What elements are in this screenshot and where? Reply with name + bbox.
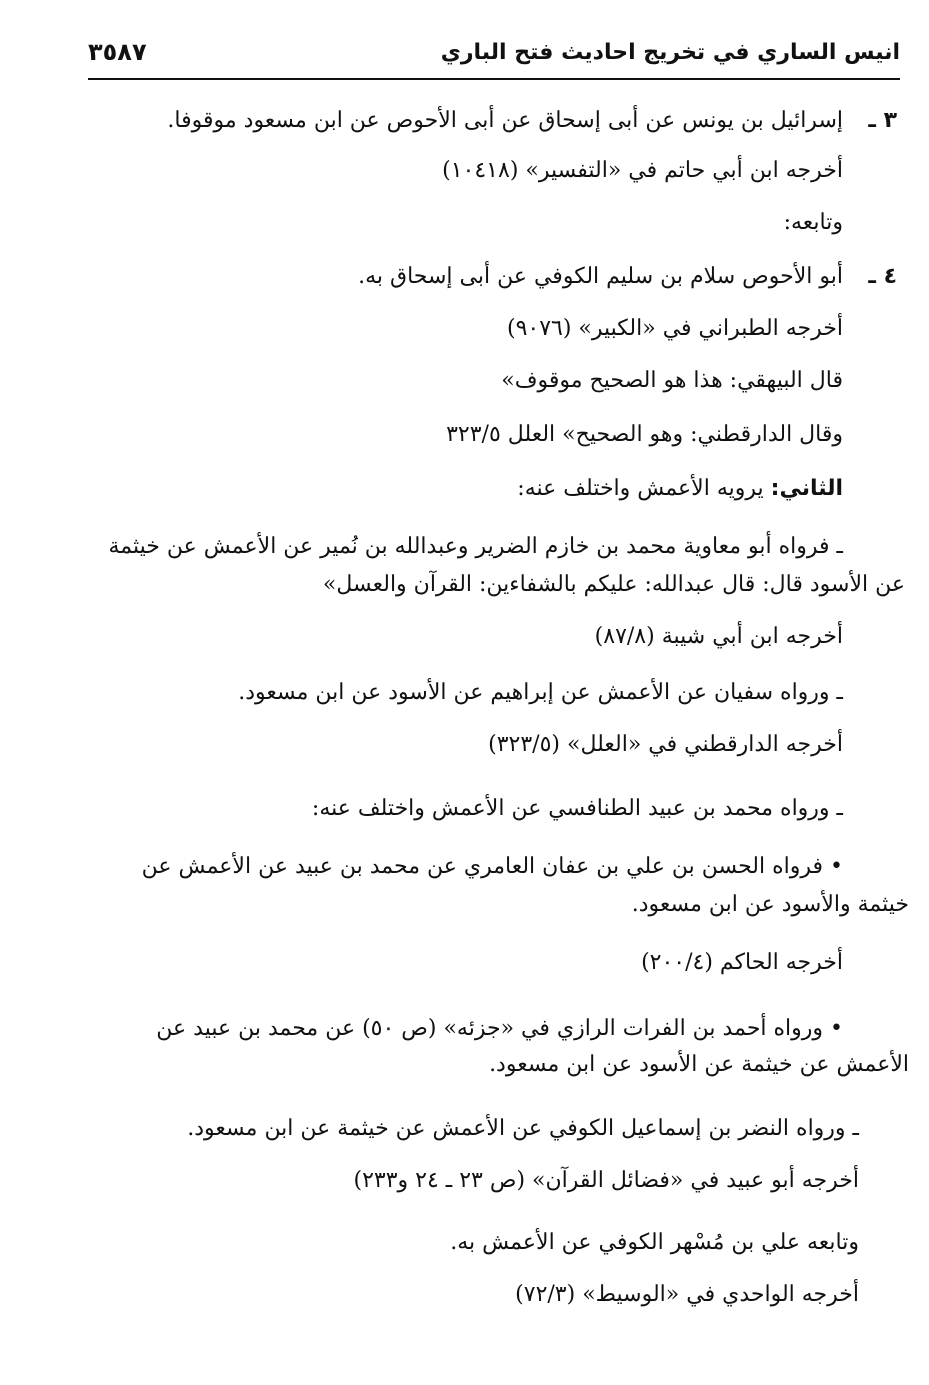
wahidi-takhrij: أخرجه الواحدي في «الوسيط» (٧٢/٣) xyxy=(515,1282,859,1307)
abu-muawiya-line-1: ـ فرواه أبو معاوية محمد بن خازم الضرير وعبدالله بن نُمير عن الأعمش عن خيثمة xyxy=(108,534,843,559)
second-path xyxy=(517,474,843,504)
item-4-takhrij: أخرجه الطبراني في «الكبير» (٩٠٧٦) xyxy=(506,316,843,341)
tanafisi-narration: ـ ورواه محمد بن عبيد الطنافسي عن الأعمش واختلف عنه: xyxy=(311,796,843,821)
abu-muawiya-line-2: عن الأسود قال: قال عبدالله: عليكم بالشفاءين: القرآن والعسل» xyxy=(322,572,905,597)
second-path-text: يرويه الأعمش واختلف عنه: xyxy=(517,476,764,501)
abu-ubayd-takhrij: أخرجه أبو عبيد في «فضائل القرآن» (ص ٢٣ ـ ٢٤ و٢٣٣) xyxy=(353,1168,859,1193)
ahmad-line-1: • ورواه أحمد بن الفرات الرازي في «جزئه» (ص ٥٠) عن محمد بن عبيد عن xyxy=(156,1016,843,1041)
hasan-line-2: خيثمة والأسود عن ابن مسعود. xyxy=(631,892,909,917)
second-path-label: الثاني: xyxy=(770,476,843,501)
book-title: انيس الساري في تخريج احاديث فتح الباري xyxy=(440,40,900,65)
item-3-text: إسرائيل بن يونس عن أبى إسحاق عن أبى الأحوص عن ابن مسعود موقوفا. xyxy=(167,108,843,133)
item-4-text: أبو الأحوص سلام بن سليم الكوفي عن أبى إسحاق به. xyxy=(358,264,843,289)
daraqutni-ilal-takhrij: أخرجه الدارقطني في «العلل» (٣٢٣/٥) xyxy=(488,732,843,757)
sufyan-narration: ـ ورواه سفيان عن الأعمش عن إبراهيم عن الأسود عن ابن مسعود. xyxy=(238,680,843,705)
item-number-4: ٤ ـ xyxy=(868,264,897,289)
ali-mushir-mutaba: وتابعه علي بن مُسْهر الكوفي عن الأعمش به. xyxy=(450,1230,859,1255)
page-number: ٣٥٨٧ xyxy=(88,38,147,66)
mutaba-label: وتابعه: xyxy=(783,210,843,235)
ibn-abi-shayba-takhrij: أخرجه ابن أبي شيبة (٨٧/٨) xyxy=(594,624,843,649)
item-3-takhrij: أخرجه ابن أبي حاتم في «التفسير» (١٠٤١٨) xyxy=(442,158,843,183)
nadr-narration: ـ ورواه النضر بن إسماعيل الكوفي عن الأعمش عن خيثمة عن ابن مسعود. xyxy=(187,1116,859,1141)
running-header xyxy=(88,36,900,76)
hasan-line-1: • فرواه الحسن بن علي بن عفان العامري عن محمد بن عبيد عن الأعمش عن xyxy=(141,854,843,879)
item-number-3: ٣ ـ xyxy=(868,108,897,133)
daraqutni-quote: وقال الدارقطني: وهو الصحيح» العلل ٣٢٣/٥ xyxy=(446,422,843,447)
ahmad-line-2: الأعمش عن خيثمة عن الأسود عن ابن مسعود. xyxy=(489,1052,909,1077)
header-divider xyxy=(88,78,900,80)
hakim-takhrij: أخرجه الحاكم (٢٠٠/٤) xyxy=(641,950,843,975)
bayhaqi-quote: قال البيهقي: هذا هو الصحيح موقوف» xyxy=(501,368,843,393)
